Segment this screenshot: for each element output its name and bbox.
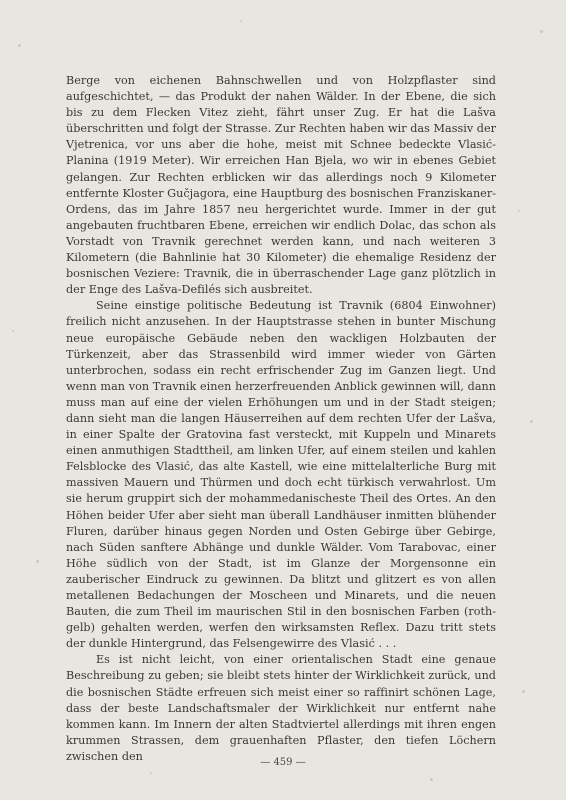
- body-text: [66, 73, 496, 765]
- page-number: — 459 —: [260, 757, 306, 768]
- paper-speck: [240, 20, 242, 22]
- paper-speck: [518, 210, 520, 212]
- paper-speck: [18, 44, 21, 47]
- paper-speck: [522, 690, 525, 693]
- paragraph-2: Seine einstige politische Bedeutung ist Travnik (6804 Einwohner) freilich nicht anzusehen. In der Hauptstrasse stehen in bunter Mischung neue europäische Gebäude neben den wackligen Holzbauten der Türkenzeit, aber das Strassenbild wird immer wieder von Gärten unterbrochen, sodass ein recht erfrischender Zug im Ganzen liegt. Und wenn man von Travnik einen herzerfreuenden Anblick gewinnen will, dann muss man auf eine der vielen Erhöhungen um und in der Stadt steigen; dann sieht man die langen Häuserreihen auf dem rechten Ufer der Lašva, in einer Spalte der Gratovina fast versteckt, mit Kuppeln und Minarets einen anmuthigen Stadttheil, am linken Ufer, auf einem steilen und kahlen Felsblocke des Vlasić, das alte Kastell, wie eine mittelalterliche Burg mit massiven Mauern und Thürmen und doch echt türkisch verwahrlost. Um sie herum gruppirt sich der mohammedanischeste Theil des Ortes. An den Höhen beider Ufer aber sieht man überall Landhäuser inmitten blühender Fluren, darüber hinaus gegen Norden und Osten Gebirge über Gebirge, nach Süden sanftere Abhänge und dunkle Wälder. Vom Tarabovac, einer Höhe südlich von der Stadt, ist im Glanze der Morgensonne ein zauberischer Eindruck zu gewinnen. Da blitzt und glitzert es von allen metallenen Bedachungen der Moscheen und Minarets, und die neuen Bauten, die zum Theil im maurischen Stil in den bosnischen Farben (roth-gelb) gehalten werden, werfen den wirksamsten Reflex. Dazu tritt stets der dunkle Hintergrund, das Felsengewirre des Vlasić . . .: [66, 299, 496, 651]
- paragraph-1: Berge von eichenen Bahnschwellen und von Holzpflaster sind aufgeschichtet, — das Produkt der nahen Wälder. In der Ebene, die sich bis zu dem Flecken Vitez zieht, fährt unser Zug. Er hat die Lašva überschritten und folgt der Strasse. Zur Rechten haben wir das Massiv der Vjetrenica, vor uns aber die hohe, meist mit Schnee bedeckte Vlasić-Planina (1919 Meter). Wir erreichen Han Bjela, wo wir in ebenes Gebiet gelangen. Zur Rechten erblicken wir das allerdings noch 9 Kilometer entfernte Kloster Gučjagora, eine Hauptburg des bosnischen Franziskaner-Ordens, das im Jahre 1857 neu hergerichtet wurde. Immer in der gut angebauten fruchtbaren Ebene, erreichen wir endlich Dolac, das schon als Vorstadt von Travnik gerechnet werden kann, und nach weiteren 3 Kilometern (die Bahnlinie hat 30 Kilometer) die ehemalige Residenz der bosnischen Veziere: Travnik, die in überraschender Lage ganz plötzlich in der Enge des Lašva-Defilés sich ausbreitet.: [66, 74, 496, 297]
- paper-speck: [36, 560, 39, 563]
- paper-speck: [540, 30, 543, 33]
- paper-speck: [12, 330, 14, 332]
- paper-speck: [530, 420, 533, 423]
- paper-speck: [150, 772, 152, 774]
- paper-speck: [430, 778, 433, 781]
- paragraph-3: Es ist nicht leicht, von einer orientalischen Stadt eine genaue Beschreibung zu geben; sie bleibt stets hinter der Wirklichkeit zurück, und die bosnischen Städte erfreuen sich meist einer so raffinirt schönen Lage, dass der beste Landschaftsmaler der Wirklichkeit nur entfernt nahe kommen kann. Im Innern der alten Stadtviertel allerdings mit ihren engen krummen Strassen, dem grauenhaften Pflaster, den tiefen Löchern zwischen den: [66, 653, 496, 763]
